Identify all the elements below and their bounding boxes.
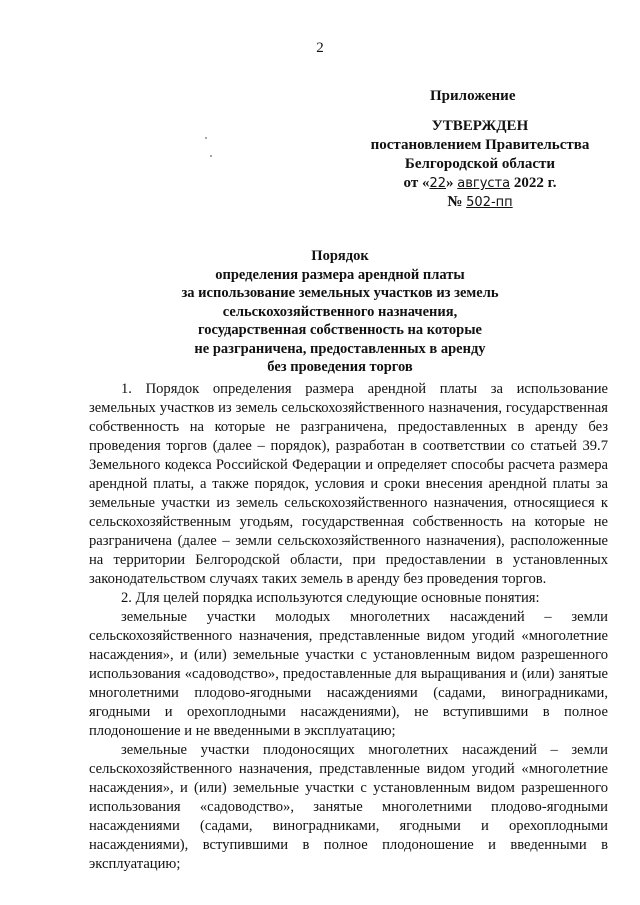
heading-line: государственная собственность на которые	[198, 322, 482, 338]
heading-line: без проведения торгов	[267, 359, 413, 375]
scan-speck	[210, 155, 212, 157]
approval-line-2: Белгородской области	[404, 156, 556, 172]
approval-number	[350, 193, 610, 212]
heading-line: не разграничена, предоставленных в аренду	[194, 340, 486, 357]
paragraph: земельные участки молодых многолетних насаждений – земли сельскохозяйственного назначения, представленные видом угодий «многолетние насаждения», и (или) земельные участки с установленным видом разрешенного использования «садоводство», предоставленные для выращивания и (или) занятые многолетними плодово-ягодными насаждениями (садами, виноградниками, ягодными и орехоплодными насаждениями), не вступившими в полное плодоношение и не введенными в эксплуатацию;	[89, 609, 608, 739]
date-day: 22	[429, 176, 446, 191]
paragraph: 1. Порядок определения размера арендной платы за использование земельных участков из земель сельскохозяйственного назначения, государственная собственность на которые не разграничена, предоставленных в аренду без проведения торгов (далее – порядок), разработан в соответствии со статьей 39.7 Земельного кодекса Российской Федерации и определяет способы расчета размера арендной платы, а также порядок, условия и сроки внесения арендной платы за земельные участки из земель сельскохозяйственного назначения, относящиеся к сельскохозяйственным угодьям, государственная собственность на которые не разграничена (далее – земли сельскохозяйственного назначения), расположенные на территории Белгородской области, при предоставлении в установленных законодательством случаях таких земель в аренду без проведения торгов.	[89, 381, 608, 587]
heading-line: за использование земельных участков из земель	[181, 285, 499, 301]
date-prefix: от «	[403, 175, 430, 191]
approval-block	[350, 117, 610, 212]
heading-line: определения размера арендной платы	[215, 266, 465, 283]
page-number: 2	[316, 40, 324, 56]
heading-line: Порядок	[311, 248, 369, 264]
document-body	[89, 380, 608, 874]
approval-title: УТВЕРЖДЕН	[431, 118, 529, 134]
date-month: августа	[457, 176, 511, 191]
number-value: 502-пп	[466, 195, 513, 210]
appendix-label: Приложение	[430, 88, 516, 104]
scan-speck	[205, 137, 207, 139]
document-heading	[90, 247, 590, 377]
number-prefix: №	[447, 194, 463, 210]
heading-line: сельскохозяйственного назначения,	[222, 303, 458, 320]
paragraph: земельные участки плодоносящих многолетних насаждений – земли сельскохозяйственного назначения, представленные видом угодий «многолетние насаждения», и (или) земельные участки с установленным видом разрешенного использования «садоводство», занятые многолетними плодово-ягодными насаждениями (садами, виноградниками, ягодными и орехоплодными насаждениями), вступившими в полное плодоношение и введенными в эксплуатацию;	[89, 742, 608, 872]
date-mid: »	[446, 175, 454, 191]
approval-date	[350, 174, 610, 193]
paragraph: 2. Для целей порядка используются следующие основные понятия:	[121, 590, 540, 606]
approval-line-1: постановлением Правительства	[370, 137, 590, 153]
date-year: 2022 г.	[513, 175, 557, 191]
